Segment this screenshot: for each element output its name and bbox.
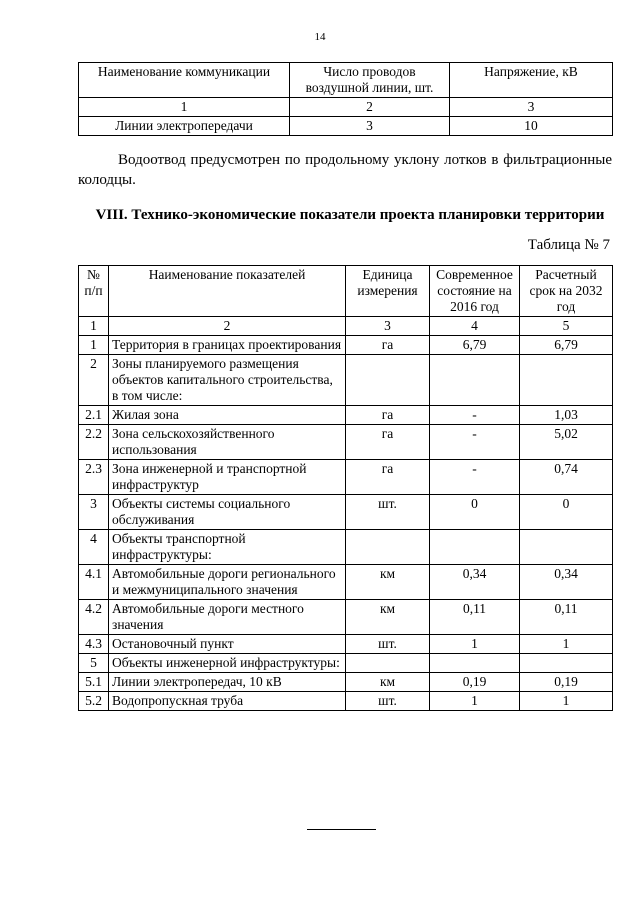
indicator-name-cell: Зона сельскохозяйственного использования xyxy=(109,425,346,460)
table-caption: Таблица № 7 xyxy=(527,237,610,253)
indicator-name-cell: Зоны планируемого размещения объектов капитального строительства, в том числе: xyxy=(109,355,346,406)
indicator-name-cell: Жилая зона xyxy=(109,406,346,425)
table-cell: км xyxy=(346,565,430,600)
table-row xyxy=(79,425,613,460)
index-cell: 4 xyxy=(430,317,520,336)
table-cell: 5 xyxy=(79,654,109,673)
index-cell: 1 xyxy=(79,98,290,117)
table-index-row xyxy=(79,317,613,336)
indicator-name-cell: Зона инженерной и транспортной инфраструктур xyxy=(109,460,346,495)
index-cell: 2 xyxy=(109,317,346,336)
table-row xyxy=(79,406,613,425)
header-cell: Расчетный срок на 2032 год xyxy=(520,266,613,317)
table-cell: 0,19 xyxy=(520,673,613,692)
table-row xyxy=(79,565,613,600)
footer-rule xyxy=(307,829,376,830)
index-cell: 3 xyxy=(346,317,430,336)
communications-table xyxy=(78,62,613,136)
table-row xyxy=(79,673,613,692)
table-cell xyxy=(430,654,520,673)
table-cell: га xyxy=(346,336,430,355)
body-paragraph: Водоотвод предусмотрен по продольному уклону лотков в фильтрационные колодцы. xyxy=(78,152,612,188)
index-cell: 5 xyxy=(520,317,613,336)
table-cell xyxy=(520,654,613,673)
table-cell xyxy=(430,530,520,565)
header-cell: Напряжение, кВ xyxy=(450,63,613,98)
table-row xyxy=(79,654,613,673)
table-row xyxy=(79,530,613,565)
table-cell: - xyxy=(430,460,520,495)
table-cell: шт. xyxy=(346,692,430,711)
table-cell: - xyxy=(430,406,520,425)
table-cell: га xyxy=(346,460,430,495)
table-cell: 0,74 xyxy=(520,460,613,495)
indicator-name-cell: Объекты транспортной инфраструктуры: xyxy=(109,530,346,565)
table-header-row xyxy=(79,63,613,98)
table-cell: 3 xyxy=(79,495,109,530)
table-cell: 6,79 xyxy=(520,336,613,355)
table-row xyxy=(79,355,613,406)
table-row xyxy=(79,600,613,635)
header-cell: Наименование показателей xyxy=(109,266,346,317)
table-cell: км xyxy=(346,673,430,692)
table-cell xyxy=(520,530,613,565)
table-cell xyxy=(346,355,430,406)
table-cell: 1,03 xyxy=(520,406,613,425)
table-row xyxy=(79,635,613,654)
table-cell xyxy=(520,355,613,406)
table-index-row xyxy=(79,98,613,117)
table-row xyxy=(79,117,613,136)
table-cell: шт. xyxy=(346,635,430,654)
table-cell: 4 xyxy=(79,530,109,565)
table-cell: 1 xyxy=(520,635,613,654)
indicators-table xyxy=(78,265,613,711)
table-cell: 0 xyxy=(430,495,520,530)
header-cell: Число проводов воздушной линии, шт. xyxy=(290,63,450,98)
table-cell: 1 xyxy=(430,692,520,711)
table-row xyxy=(79,336,613,355)
table-cell: 5.1 xyxy=(79,673,109,692)
table-cell: 2.2 xyxy=(79,425,109,460)
table-row xyxy=(79,460,613,495)
header-cell: Наименование коммуникации xyxy=(79,63,290,98)
table-cell: 2 xyxy=(79,355,109,406)
table-cell: 4.2 xyxy=(79,600,109,635)
table-cell: 0,34 xyxy=(430,565,520,600)
table-cell: км xyxy=(346,600,430,635)
header-cell: Единица измерения xyxy=(346,266,430,317)
table-row xyxy=(79,692,613,711)
section-heading: VIII. Технико-экономические показатели проекта планировки территории xyxy=(95,207,605,223)
table-cell: 0 xyxy=(520,495,613,530)
table-cell: 2.1 xyxy=(79,406,109,425)
indicator-name-cell: Территория в границах проектирования xyxy=(109,336,346,355)
index-cell: 2 xyxy=(290,98,450,117)
table-cell: 1 xyxy=(430,635,520,654)
table-cell: 4.3 xyxy=(79,635,109,654)
table-cell: га xyxy=(346,406,430,425)
table-cell: 3 xyxy=(290,117,450,136)
table-header-row xyxy=(79,266,613,317)
indicator-name-cell: Объекты инженерной инфраструктуры: xyxy=(109,654,346,673)
page-number: 14 xyxy=(314,31,326,43)
header-cell: Современное состояние на 2016 год xyxy=(430,266,520,317)
table-cell: 5,02 xyxy=(520,425,613,460)
table-cell: 0,34 xyxy=(520,565,613,600)
table-cell: 1 xyxy=(79,336,109,355)
index-cell: 3 xyxy=(450,98,613,117)
index-cell: 1 xyxy=(79,317,109,336)
table-cell xyxy=(430,355,520,406)
table-cell: 2.3 xyxy=(79,460,109,495)
table-cell: шт. xyxy=(346,495,430,530)
indicator-name-cell: Автомобильные дороги регионального и межмуниципального значения xyxy=(109,565,346,600)
indicator-name-cell: Объекты системы социального обслуживания xyxy=(109,495,346,530)
indicators-table-body xyxy=(79,336,613,711)
indicator-name-cell: Остановочный пункт xyxy=(109,635,346,654)
table-cell: 0,11 xyxy=(430,600,520,635)
table-cell: - xyxy=(430,425,520,460)
table-cell xyxy=(346,654,430,673)
table-cell: 4.1 xyxy=(79,565,109,600)
table-cell: га xyxy=(346,425,430,460)
indicator-name-cell: Линии электропередач, 10 кВ xyxy=(109,673,346,692)
table-cell xyxy=(346,530,430,565)
header-cell: № п/п xyxy=(79,266,109,317)
table-cell: 0,19 xyxy=(430,673,520,692)
indicator-name-cell: Водопропускная труба xyxy=(109,692,346,711)
table-cell: 10 xyxy=(450,117,613,136)
table-cell: 0,11 xyxy=(520,600,613,635)
indicator-name-cell: Автомобильные дороги местного значения xyxy=(109,600,346,635)
table-cell: 1 xyxy=(520,692,613,711)
table-cell: 5.2 xyxy=(79,692,109,711)
table-cell: 6,79 xyxy=(430,336,520,355)
table-cell: Линии электропередачи xyxy=(79,117,290,136)
table-row xyxy=(79,495,613,530)
